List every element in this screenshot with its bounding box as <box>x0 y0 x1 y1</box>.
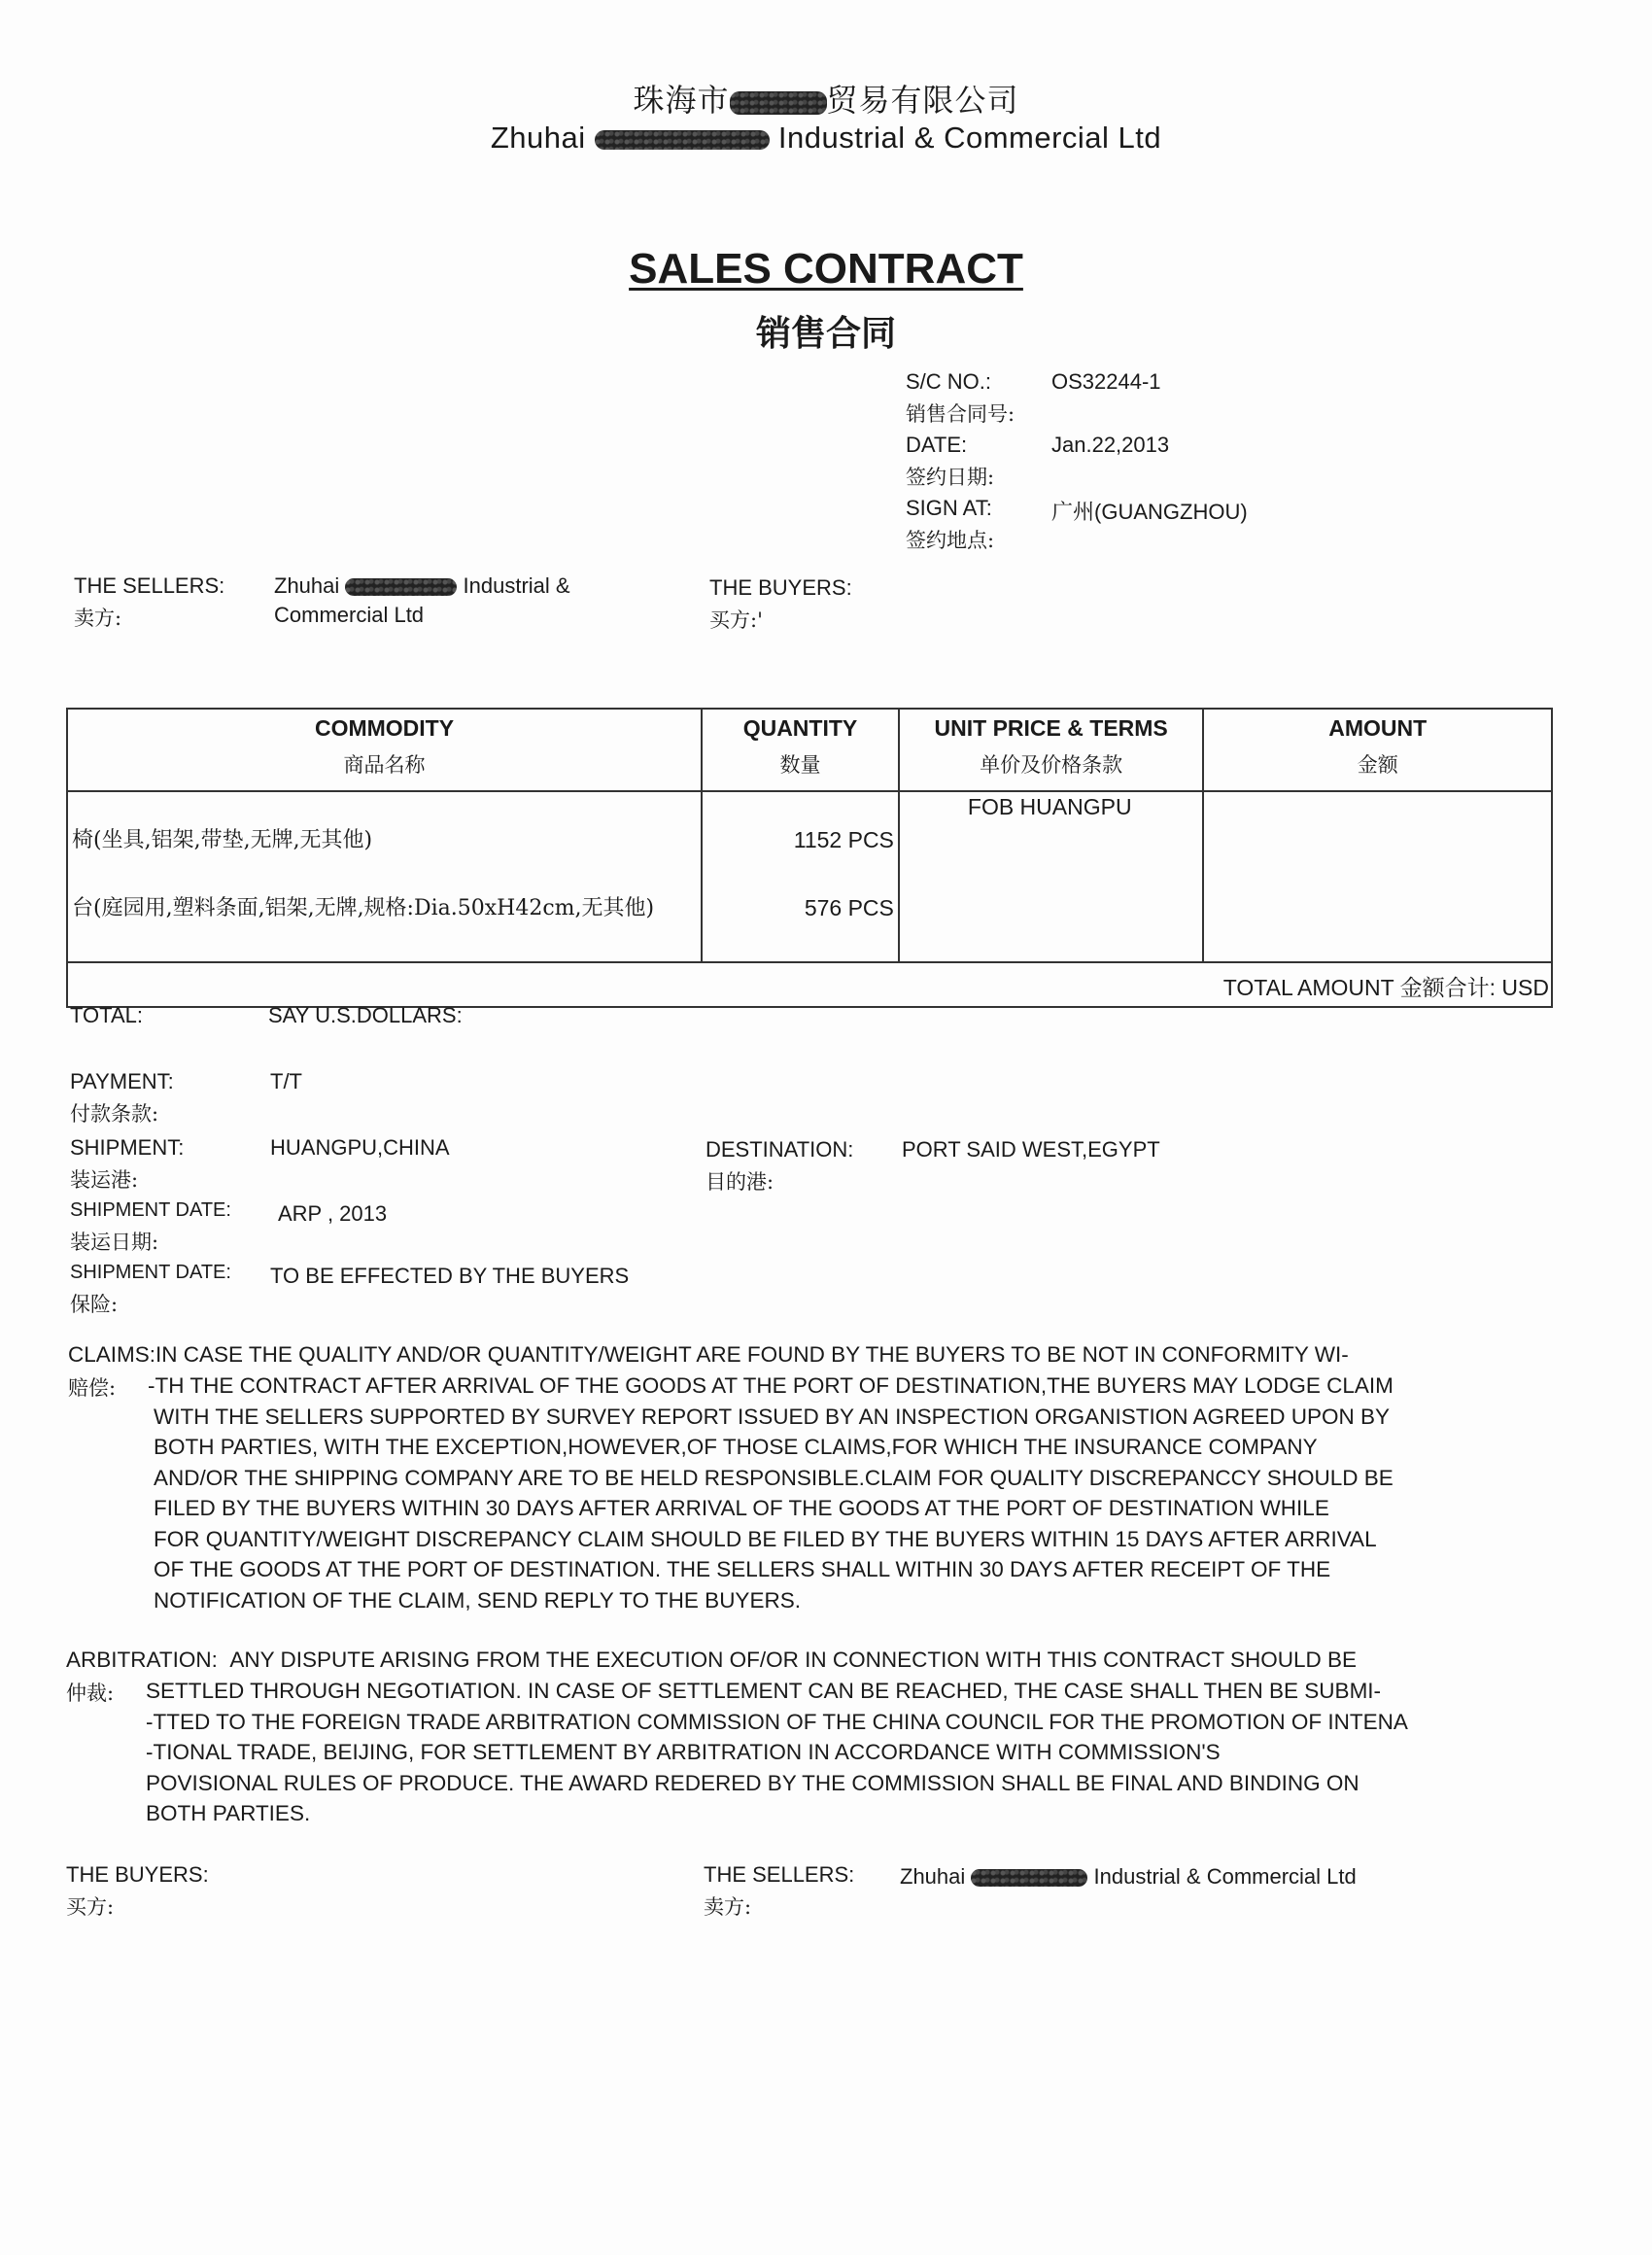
commodity-item-1: 椅(坐具,铝架,带垫,无牌,无其他) <box>72 828 373 852</box>
company-name-cn: 珠海市 贸易有限公司 <box>633 82 1019 119</box>
sellers-label-cn: 卖方: <box>74 607 122 630</box>
shipment-date-label: SHIPMENT DATE: <box>70 1199 231 1221</box>
shipment-date-label-cn: 装运日期: <box>70 1231 159 1254</box>
arbitration-body <box>146 1676 1555 1829</box>
company-name-en: Zhuhai Industrial & Commercial Ltd <box>490 121 1162 155</box>
signature-sellers-label-cn: 卖方: <box>704 1895 752 1919</box>
document-title: SALES CONTRACT <box>629 245 1023 293</box>
claims-line: AND/OR THE SHIPPING COMPANY ARE TO BE HELD RESPONSIBLE.CLAIM FOR QUALITY DISCREPANCCY SHOULD BE <box>154 1465 1394 1490</box>
quantity-cell <box>702 791 899 962</box>
total-amount-row <box>67 962 1552 1007</box>
sellers-name: Zhuhai Industrial & <box>274 573 570 598</box>
arbitration-line: -TIONAL TRADE, BEIJING, FOR SETTLEMENT BY ARBITRATION IN ACCORDANCE WITH COMMISSION'S <box>146 1740 1221 1764</box>
sc-no-value: OS32244-1 <box>1051 369 1161 394</box>
insurance-label: SHIPMENT DATE: <box>70 1262 231 1283</box>
claims-body <box>148 1370 1547 1615</box>
total-label: TOTAL: <box>70 1003 143 1027</box>
shipment-value: HUANGPU,CHINA <box>270 1135 450 1160</box>
commodity-item-2: 台(庭园用,塑料条面,铝架,无牌,规格:Dia.50xH42cm,无其他) <box>72 896 655 920</box>
amount-cell <box>1203 791 1552 962</box>
arbitration-line: BOTH PARTIES. <box>146 1801 311 1825</box>
claims-label-cn: 赔偿: <box>68 1376 117 1400</box>
total-value: SAY U.S.DOLLARS: <box>268 1003 463 1027</box>
destination-label: DESTINATION: <box>706 1137 854 1162</box>
payment-value: T/T <box>270 1069 302 1093</box>
claims-first-line: CLAIMS:IN CASE THE QUALITY AND/OR QUANTITY/WEIGHT ARE FOUND BY THE BUYERS TO BE NOT IN CONFORMITY WI- <box>68 1342 1349 1367</box>
arbitration-label-cn: 仲裁: <box>66 1682 115 1705</box>
sellers-name-line2: Commercial Ltd <box>274 603 425 627</box>
terms-cell <box>899 791 1204 962</box>
arbitration-line: POVISIONAL RULES OF PRODUCE. THE AWARD REDERED BY THE COMMISSION SHALL BE FINAL AND BINDING ON <box>146 1770 1359 1795</box>
destination-label-cn: 目的港: <box>706 1170 774 1194</box>
sellers-label: THE SELLERS: <box>74 573 225 598</box>
arbitration-first-line: ARBITRATION: ANY DISPUTE ARISING FROM THE EXECUTION OF/OR IN CONNECTION WITH THIS CONTRACT SHOULD BE <box>66 1648 1358 1672</box>
destination-value: PORT SAID WEST,EGYPT <box>902 1137 1160 1162</box>
col-header-amount: AMOUNT 金额 <box>1203 709 1552 791</box>
signature-buyers-label: THE BUYERS: <box>66 1862 209 1887</box>
arbitration-line: -TTED TO THE FOREIGN TRADE ARBITRATION COMMISSION OF THE CHINA COUNCIL FOR THE PROMOTION OF INTENA <box>146 1709 1408 1734</box>
claims-line: BOTH PARTIES, WITH THE EXCEPTION,HOWEVER,OF THOSE CLAIMS,FOR WHICH THE INSURANCE COMPANY <box>154 1435 1318 1459</box>
claims-line: -TH THE CONTRACT AFTER ARRIVAL OF THE GOODS AT THE PORT OF DESTINATION,THE BUYERS MAY LODGE CLAIM <box>148 1373 1394 1398</box>
insurance-label-cn: 保险: <box>70 1293 119 1316</box>
date-value: Jan.22,2013 <box>1051 433 1170 457</box>
sign-at-value: 广州(GUANGZHOU) <box>1051 500 1248 524</box>
shipment-label-cn: 装运港: <box>70 1168 139 1192</box>
commodity-cell <box>67 791 702 962</box>
sign-at-label: SIGN AT: <box>906 496 992 520</box>
signature-sellers-name: Zhuhai Industrial & Commercial Ltd <box>900 1864 1357 1889</box>
quantity-item-1: 1152 PCS <box>793 827 894 852</box>
signature-buyers-label-cn: 买方: <box>66 1895 115 1919</box>
sign-at-label-cn: 签约地点: <box>906 529 995 552</box>
goods-table <box>66 708 1553 1008</box>
document-title-cn: 销售合同 <box>755 313 896 354</box>
table-header-row <box>67 709 1552 791</box>
claims-line: OF THE GOODS AT THE PORT OF DESTINATION. THE SELLERS SHALL WITHIN 30 DAYS AFTER RECEIPT OF THE <box>154 1557 1331 1581</box>
signature-sellers-label: THE SELLERS: <box>704 1862 855 1887</box>
claims-line: FOR QUANTITY/WEIGHT DISCREPANCY CLAIM SHOULD BE FILED BY THE BUYERS WITHIN 15 DAYS AFTER ARRIVAL <box>154 1526 1377 1551</box>
date-label-cn: 签约日期: <box>906 466 995 489</box>
sc-no-label: S/C NO.: <box>906 369 992 394</box>
buyers-label: THE BUYERS: <box>709 575 852 600</box>
redaction-mark <box>730 91 827 115</box>
claims-line: FILED BY THE BUYERS WITHIN 30 DAYS AFTER ARRIVAL OF THE GOODS AT THE PORT OF DESTINATION WHILE <box>154 1496 1329 1520</box>
claims-line: WITH THE SELLERS SUPPORTED BY SURVEY REPORT ISSUED BY AN INSPECTION ORGANISTION AGREED UPON BY <box>154 1404 1390 1429</box>
shipment-label: SHIPMENT: <box>70 1135 185 1160</box>
payment-label-cn: 付款条款: <box>70 1102 159 1126</box>
col-header-quantity: QUANTITY 数量 <box>702 709 899 791</box>
redaction-mark <box>345 578 457 596</box>
col-header-unit-price: UNIT PRICE & TERMS 单价及价格条款 <box>899 709 1204 791</box>
arbitration-line: SETTLED THROUGH NEGOTIATION. IN CASE OF SETTLEMENT CAN BE REACHED, THE CASE SHALL THEN BE SUBMI- <box>146 1679 1382 1703</box>
redaction-mark <box>595 130 770 150</box>
shipment-date-value: ARP , 2013 <box>278 1201 388 1226</box>
payment-label: PAYMENT: <box>70 1069 174 1093</box>
date-label: DATE: <box>906 433 968 457</box>
table-row <box>67 791 1552 962</box>
claims-line: NOTIFICATION OF THE CLAIM, SEND REPLY TO THE BUYERS. <box>154 1587 801 1613</box>
sc-no-label-cn: 销售合同号: <box>906 402 1015 426</box>
price-terms: FOB HUANGPU <box>967 794 1132 819</box>
insurance-value: TO BE EFFECTED BY THE BUYERS <box>270 1264 630 1288</box>
redaction-mark <box>971 1869 1087 1887</box>
total-amount: TOTAL AMOUNT 金额合计: USD <box>67 962 1552 1007</box>
buyers-label-cn: 买方:' <box>709 608 763 632</box>
quantity-item-2: 576 PCS <box>804 895 894 920</box>
col-header-commodity: COMMODITY 商品名称 <box>67 709 702 791</box>
